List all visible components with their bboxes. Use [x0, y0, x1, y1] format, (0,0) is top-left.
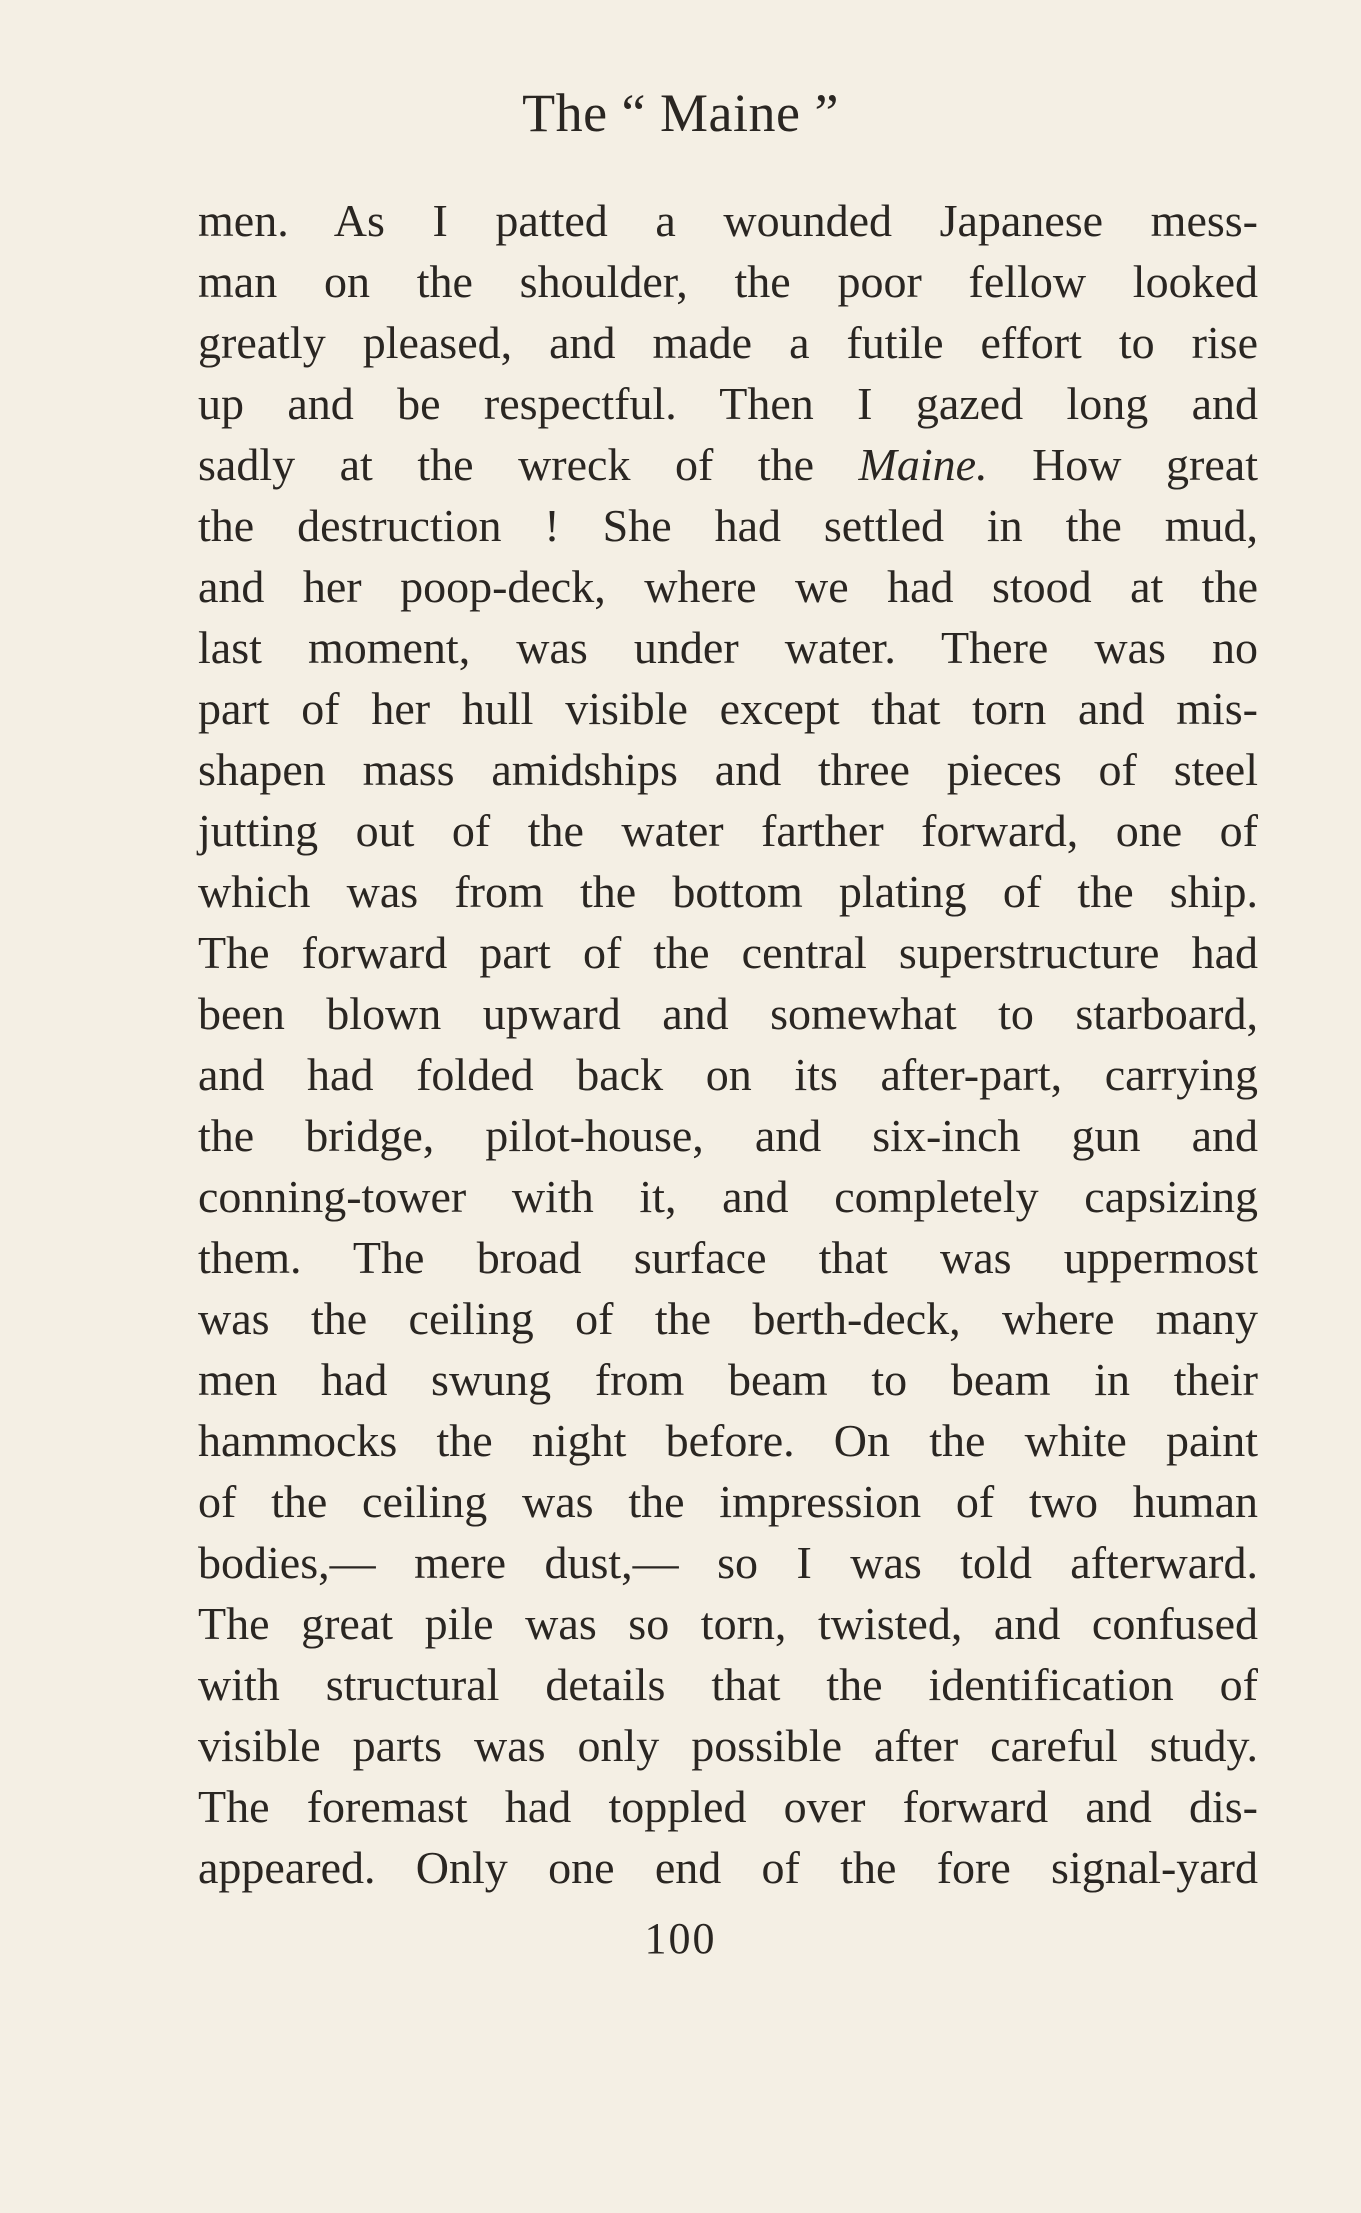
text-line: The forward part of the central superstructure had: [198, 927, 1258, 978]
text-line: men had swung from beam to beam in their: [198, 1354, 1258, 1405]
text-line: of the ceiling was the impression of two human: [198, 1476, 1258, 1527]
page-number: 100: [644, 1914, 717, 1963]
text-line: with structural details that the identification of: [198, 1659, 1258, 1710]
text-line: appeared. Only one end of the fore signal-yard: [198, 1842, 1258, 1893]
text-line: shapen mass amidships and three pieces of steel: [198, 744, 1258, 795]
text-line: conning-tower with it, and completely capsizing: [198, 1171, 1258, 1222]
text-line: jutting out of the water farther forward, one of: [198, 805, 1258, 856]
text-line: and had folded back on its after-part, carrying: [198, 1049, 1258, 1100]
ship-name-italic: Maine.: [858, 439, 988, 490]
text-segment: How great: [987, 439, 1258, 490]
text-segment: sadly at the wreck of the: [198, 439, 859, 490]
text-line: part of her hull visible except that torn and mis-: [198, 683, 1258, 734]
text-line: up and be respectful. Then I gazed long and: [198, 378, 1258, 429]
text-line: man on the shoulder, the poor fellow looked: [198, 256, 1258, 307]
text-line: greatly pleased, and made a futile effort to rise: [198, 317, 1258, 368]
body-text: [198, 190, 1258, 1898]
text-line: The foremast had toppled over forward and dis-: [198, 1781, 1258, 1832]
text-line: was the ceiling of the berth-deck, where many: [198, 1293, 1258, 1344]
text-line: last moment, was under water. There was no: [198, 622, 1258, 673]
text-line: hammocks the night before. On the white paint: [198, 1415, 1258, 1466]
text-line: which was from the bottom plating of the ship.: [198, 866, 1258, 917]
text-line: The great pile was so torn, twisted, and confused: [198, 1598, 1258, 1649]
text-line: bodies,— mere dust,— so I was told afterward.: [198, 1537, 1258, 1588]
text-line: and her poop-deck, where we had stood at the: [198, 561, 1258, 612]
text-line: the bridge, pilot-house, and six-inch gun and: [198, 1110, 1258, 1161]
text-line: the destruction ! She had settled in the mud,: [198, 500, 1258, 551]
text-line: visible parts was only possible after careful study.: [198, 1720, 1258, 1771]
text-line: them. The broad surface that was uppermost: [198, 1232, 1258, 1283]
text-line: been blown upward and somewhat to starboard,: [198, 988, 1258, 1039]
text-line: men. As I patted a wounded Japanese mess-: [198, 195, 1258, 246]
running-head-title: The “ Maine ”: [522, 83, 839, 143]
text-line: [198, 434, 1258, 495]
